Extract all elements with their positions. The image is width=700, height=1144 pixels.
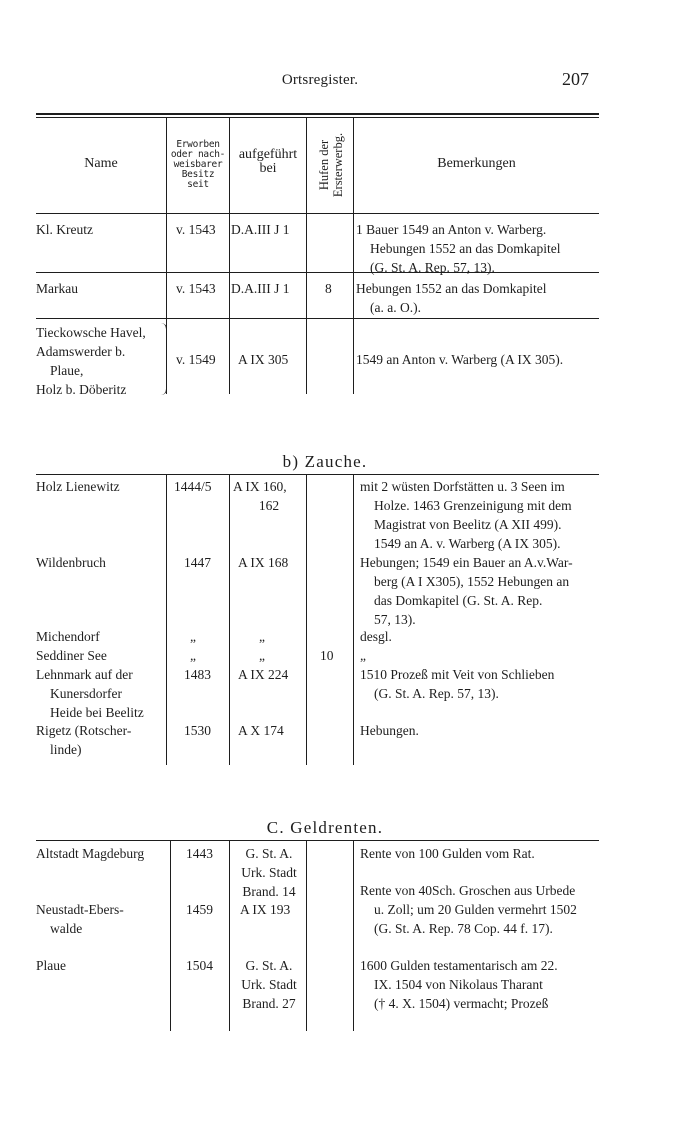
column-divider	[353, 475, 354, 765]
remark-line: 1510 Prozeß mit Veit von Schlieben	[360, 667, 555, 682]
row-hufen: 8	[325, 281, 332, 296]
ref-line: G. St. A.	[245, 958, 293, 973]
row-ref	[232, 956, 306, 1013]
row-year: v. 1543	[176, 281, 216, 296]
page-number: 207	[562, 69, 589, 89]
row-name: Markau	[36, 281, 78, 296]
remark-line: (G. St. A. Rep. 57, 13).	[374, 686, 499, 701]
ref-line: 162	[258, 498, 280, 513]
remark-line: 57, 13).	[374, 612, 416, 627]
column-divider	[170, 841, 171, 1031]
row-name	[36, 900, 124, 938]
row-year: 1504	[186, 958, 213, 973]
name-line: Holz b. Döberitz	[36, 382, 127, 397]
column-header-erworben-line: Besitz	[181, 169, 215, 180]
row-remarks	[360, 477, 572, 553]
row-remarks: „	[360, 648, 366, 663]
remark-line: das Domkapitel (G. St. A. Rep.	[374, 593, 543, 608]
column-header-aufgefuehrt-line: aufgeführt	[238, 147, 298, 162]
column-divider	[306, 475, 307, 765]
row-remarks	[360, 956, 558, 1013]
row-remarks	[360, 553, 573, 629]
row-remarks	[356, 220, 560, 277]
row-remarks	[360, 665, 554, 703]
row-name: Seddiner See	[36, 648, 107, 663]
row-ref: D.A.III J 1	[231, 281, 290, 296]
row-ref: A IX 193	[240, 902, 291, 917]
column-header-aufgefuehrt-line: bei	[259, 161, 277, 176]
remark-line: 1549 an A. v. Warberg (A IX 305).	[374, 536, 561, 551]
row-remarks: Hebungen.	[360, 723, 419, 738]
remark-line: Rente von 40Sch. Groschen aus Urbede	[360, 883, 576, 898]
remark-line: IX. 1504 von Nikolaus Tharant	[374, 977, 543, 992]
name-line: Heide bei Beelitz	[50, 705, 144, 720]
column-header-name: Name	[84, 156, 118, 171]
column-header-hufen-line: Hufen der	[317, 139, 331, 191]
row-year: „	[190, 648, 196, 663]
column-divider	[229, 118, 230, 394]
remark-line: u. Zoll; um 20 Gulden vermehrt 1502	[374, 902, 577, 917]
name-line: Adamswerder b.	[36, 344, 126, 359]
name-line: Neustadt-Ebers-	[36, 902, 124, 917]
row-name: Plaue	[36, 958, 66, 973]
row-name	[36, 323, 146, 399]
running-header-title: Ortsregister.	[281, 72, 359, 88]
row-year: v. 1543	[176, 222, 216, 237]
remark-line: Hebungen 1552 an das Domkapitel	[356, 281, 547, 296]
name-line: walde	[50, 921, 83, 936]
row-year: 1483	[184, 667, 211, 682]
remark-line: (a. a. O.).	[370, 300, 421, 315]
row-remarks: 1549 an Anton v. Warberg (A IX 305).	[356, 352, 564, 367]
row-ref: A IX 168	[238, 555, 289, 570]
ref-line: Brand. 14	[242, 884, 296, 899]
row-ref: A IX 224	[238, 667, 289, 682]
column-header-bemerkungen: Bemerkungen	[437, 156, 516, 171]
row-name: Holz Lienewitz	[36, 479, 120, 494]
ref-line: Brand. 27	[242, 996, 296, 1011]
row-remarks: Rente von 100 Gulden vom Rat.	[360, 846, 535, 861]
remark-line: 1 Bauer 1549 an Anton v. Warberg.	[356, 222, 547, 237]
section-rule	[36, 474, 599, 475]
column-header-erworben-line: seit	[187, 179, 209, 190]
row-remarks	[360, 881, 577, 938]
row-name: Altstadt Magdeburg	[36, 846, 145, 861]
remark-line: mit 2 wüsten Dorfstätten u. 3 Seen im	[360, 479, 565, 494]
column-divider	[306, 118, 307, 394]
column-divider	[229, 475, 230, 765]
row-name: Kl. Kreutz	[36, 222, 93, 237]
column-divider	[353, 118, 354, 394]
row-year: v. 1549	[176, 352, 216, 367]
row-hufen: 10	[320, 648, 334, 663]
remark-line: Hebungen 1552 an das Domkapitel	[370, 241, 561, 256]
remark-line: berg (A I X305), 1552 Hebungen an	[374, 574, 570, 589]
name-line: Tieckowsche Havel,	[36, 325, 146, 340]
column-divider	[306, 841, 307, 1031]
row-year: 1447	[184, 555, 211, 570]
remark-line: (G. St. A. Rep. 78 Cop. 44 f. 17).	[374, 921, 553, 936]
column-header-erworben-line: oder nach-	[170, 149, 226, 160]
row-separator	[36, 318, 599, 319]
remark-line: (G. St. A. Rep. 57, 13).	[370, 260, 495, 275]
row-name	[36, 665, 144, 722]
name-line: Kunersdorfer	[50, 686, 122, 701]
row-year: 1530	[184, 723, 211, 738]
column-header-erworben-line: weisbarer	[173, 159, 223, 170]
column-header-erworben	[167, 140, 229, 190]
ref-line: Urk. Stadt	[241, 977, 297, 992]
name-line: linde)	[50, 742, 82, 757]
row-ref: A X 174	[238, 723, 284, 738]
row-ref	[233, 477, 305, 515]
section-title: b) Zauche.	[282, 452, 368, 471]
row-year: 1443	[186, 846, 213, 861]
section-rule	[36, 840, 599, 841]
row-remarks	[356, 279, 546, 317]
row-remarks: desgl.	[360, 629, 392, 644]
row-name: Michendorf	[36, 629, 100, 644]
remark-line: 1600 Gulden testamentarisch am 22.	[360, 958, 558, 973]
name-line: Rigetz (Rotscher-	[36, 723, 132, 738]
column-header-erworben-line: Erworben	[176, 139, 220, 150]
row-year: 1444/5	[174, 479, 212, 494]
column-divider	[166, 475, 167, 765]
remark-line: Magistrat von Beelitz (A XII 499).	[374, 517, 562, 532]
row-year: „	[190, 629, 196, 644]
row-ref: „	[259, 648, 265, 663]
remark-line: († 4. X. 1504) vermacht; Prozeß	[374, 996, 549, 1011]
ref-line: G. St. A.	[245, 846, 293, 861]
row-name	[36, 721, 131, 759]
column-divider	[229, 841, 230, 1031]
column-header-hufen-line: Ersterwerbg.	[331, 132, 345, 198]
ref-line: Urk. Stadt	[241, 865, 297, 880]
ref-line: A IX 160,	[233, 479, 287, 494]
row-ref: A IX 305	[238, 352, 289, 367]
remark-line: Holze. 1463 Grenzeinigung mit dem	[374, 498, 572, 513]
row-year: 1459	[186, 902, 213, 917]
row-ref	[232, 844, 306, 901]
remark-line: Hebungen; 1549 ein Bauer an A.v.War-	[360, 555, 573, 570]
name-line: Plaue,	[50, 363, 84, 378]
row-name: Wildenbruch	[36, 555, 106, 570]
name-line: Lehnmark auf der	[36, 667, 133, 682]
section-title: C. Geldrenten.	[266, 818, 384, 837]
grouping-brace	[160, 323, 167, 395]
row-ref: D.A.III J 1	[231, 222, 290, 237]
column-divider	[353, 841, 354, 1031]
row-ref: „	[259, 629, 265, 644]
